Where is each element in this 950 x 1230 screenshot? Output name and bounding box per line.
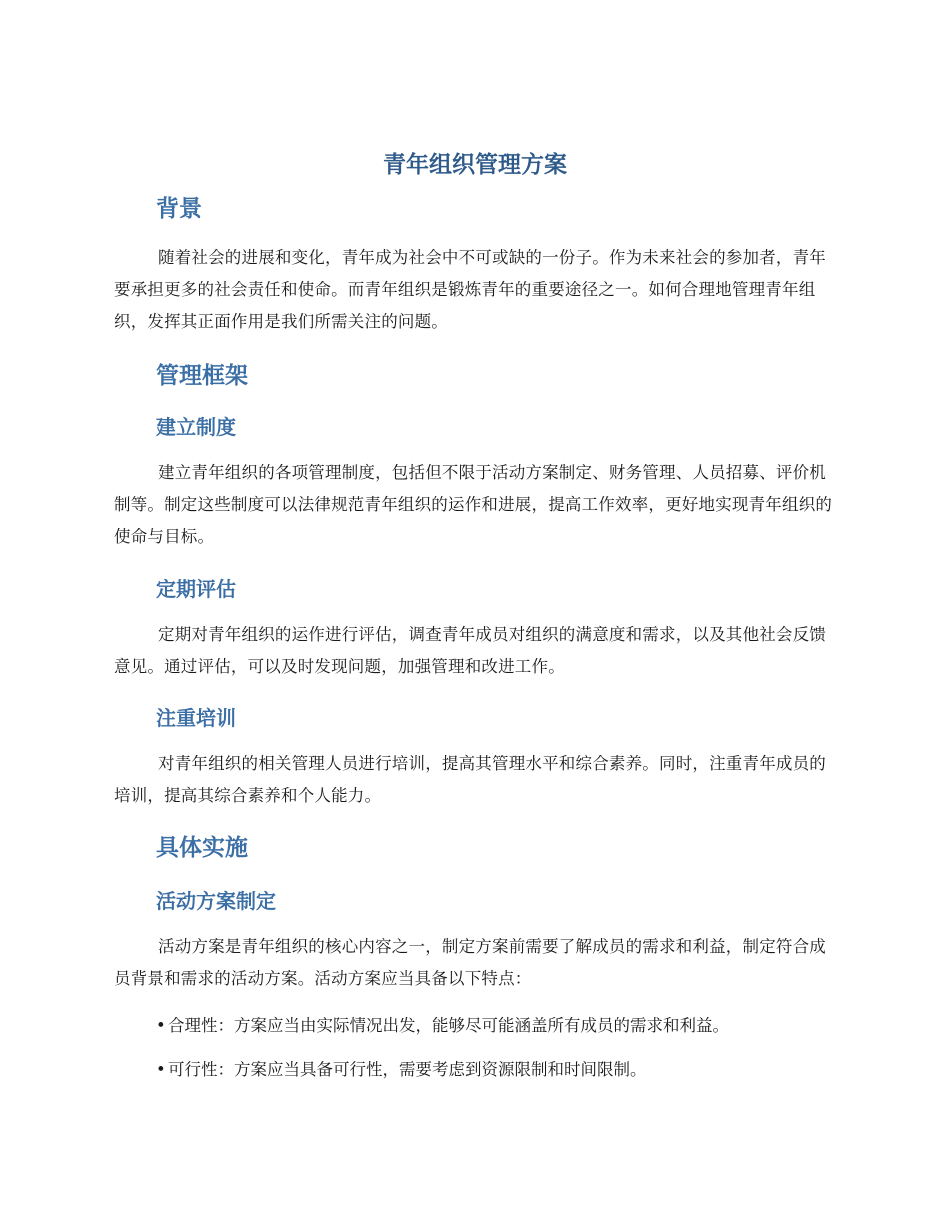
paragraph-training: 对青年组织的相关管理人员进行培训，提高其管理水平和综合素养。同时，注重青年成员的培训，提高其综合素养和个人能力。 <box>114 754 826 805</box>
subsection-heading-system: 建立制度 <box>156 415 236 439</box>
bullet-symbol: • <box>156 1016 166 1035</box>
document-title: 青年组织管理方案 <box>383 152 567 178</box>
bullet-item <box>156 1010 846 1042</box>
bullet-text: 可行性：方案应当具备可行性，需要考虑到资源限制和时间限制。 <box>168 1060 647 1079</box>
subsection-heading-activity-plan: 活动方案制定 <box>156 889 276 913</box>
bullet-item <box>156 1054 846 1086</box>
paragraph-background: 随着社会的进展和变化，青年成为社会中不可或缺的一份子。作为未来社会的参加者，青年要承担更多的社会责任和使命。而青年组织是锻炼青年的重要途径之一。如何合理地管理青年组织，发挥其正面作用是我们所需关注的问题。 <box>114 248 826 331</box>
section-heading-implementation: 具体实施 <box>156 835 248 861</box>
paragraph-activity-plan: 活动方案是青年组织的核心内容之一，制定方案前需要了解成员的需求和利益，制定符合成员背景和需求的活动方案。活动方案应当具备以下特点： <box>114 937 826 988</box>
paragraph-evaluation: 定期对青年组织的运作进行评估，调查青年成员对组织的满意度和需求，以及其他社会反馈意见。通过评估，可以及时发现问题，加强管理和改进工作。 <box>114 625 826 676</box>
bullet-symbol: • <box>156 1060 166 1079</box>
section-heading-background: 背景 <box>156 196 202 222</box>
paragraph-system: 建立青年组织的各项管理制度，包括但不限于活动方案制定、财务管理、人员招募、评价机制等。制定这些制度可以法律规范青年组织的运作和进展，提高工作效率，更好地实现青年组织的使命与目标。 <box>114 463 833 546</box>
section-heading-framework: 管理框架 <box>156 363 248 389</box>
subsection-heading-training: 注重培训 <box>156 706 236 730</box>
bullet-text: 合理性：方案应当由实际情况出发，能够尽可能涵盖所有成员的需求和利益。 <box>168 1016 729 1035</box>
subsection-heading-evaluation: 定期评估 <box>156 577 236 601</box>
